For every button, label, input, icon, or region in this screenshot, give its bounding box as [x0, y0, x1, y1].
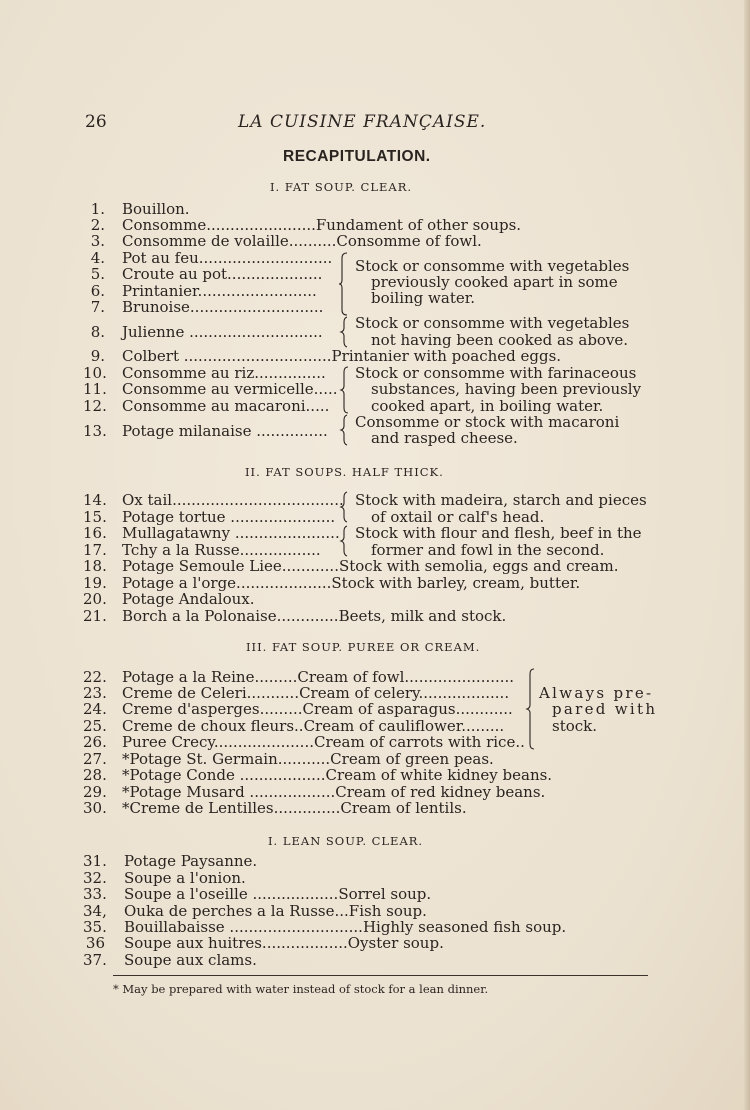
entry-line: Soupe aux clams.	[124, 951, 257, 969]
note-line: Stock with madeira, starch and pieces	[355, 491, 647, 509]
page-number: 26	[85, 112, 107, 132]
entry-line: Tchy a la Russe.................	[122, 541, 321, 559]
entry-number: 15.	[83, 508, 107, 526]
entry-line: *Potage St. Germain...........Cream of green peas.	[122, 750, 494, 768]
section-heading: I. LEAN SOUP. CLEAR.	[268, 834, 424, 848]
brace	[338, 252, 350, 316]
note-line: pared with	[552, 700, 658, 718]
entry-number: 30.	[83, 799, 107, 817]
entry-number: 37.	[83, 951, 107, 969]
entry-line: Soupe a l'oseille ..................Sorrel soup.	[124, 885, 432, 903]
entry-number: 25.	[83, 717, 107, 735]
entry-number: 4.	[90, 249, 105, 267]
note-line: substances, having been previously	[371, 380, 642, 398]
brace	[526, 668, 537, 750]
entry-number: 18.	[83, 557, 107, 575]
note-line: Consomme or stock with macaroni	[355, 413, 620, 431]
entry-line: Puree Crecy.....................Cream of carrots with rice..	[122, 733, 525, 751]
entry-number: 8.	[90, 323, 105, 341]
note-line: former and fowl in the second.	[371, 541, 605, 559]
entry-number: 35.	[83, 918, 107, 936]
entry-number: 32.	[83, 869, 107, 887]
note-line: not having been cooked as above.	[371, 331, 629, 349]
entry-line: Creme de Celeri...........Cream of celery...................	[122, 684, 510, 702]
entry-line: Potage Paysanne.	[124, 852, 258, 870]
entry-number: 20.	[83, 590, 107, 608]
entry-line: Soupe aux huitres..................Oyster soup.	[124, 934, 444, 952]
entry-line: Pot au feu............................	[122, 249, 333, 267]
entry-line: *Potage Conde ..................Cream of white kidney beans.	[122, 766, 553, 784]
entry-number: 27.	[83, 750, 107, 768]
entry-line: Consomme au macaroni.....	[122, 397, 330, 415]
entry-number: 36	[85, 934, 105, 952]
page-title: RECAPITULATION.	[283, 148, 431, 165]
entry-line: *Potage Musard ..................Cream of red kidney beans.	[122, 783, 546, 801]
footnote-rule	[113, 975, 648, 976]
note-line: Stock or consomme with vegetables	[355, 314, 630, 332]
entry-line: Consomme au vermicelle.....	[122, 380, 338, 398]
entry-line: Colbert ...............................Printanier with poached eggs.	[122, 347, 562, 365]
entry-number: 13.	[83, 422, 107, 440]
entry-number: 23.	[83, 684, 107, 702]
entry-line: Consomme de volaille..........Consomme of fowl.	[122, 232, 482, 250]
page-edge	[744, 0, 750, 1110]
entry-number: 3.	[90, 232, 105, 250]
entry-number: 7.	[90, 298, 105, 316]
entry-number: 19.	[83, 574, 107, 592]
entry-number: 2.	[90, 216, 105, 234]
entry-line: Consomme au riz...............	[122, 364, 326, 382]
entry-line: Mullagatawny ......................	[122, 524, 340, 542]
brace	[340, 491, 350, 523]
entry-line: Ox tail....................................	[122, 491, 344, 509]
entry-number: 22.	[83, 668, 107, 686]
running-head: LA CUISINE FRANÇAISE.	[238, 112, 487, 132]
entry-line: Consomme.......................Fundament of other soups.	[122, 216, 522, 234]
entry-number: 26.	[83, 733, 107, 751]
entry-number: 34,	[83, 902, 107, 920]
entry-line: Bouillabaisse ............................Highly seasoned fish soup.	[124, 918, 567, 936]
note-line: stock.	[552, 717, 598, 735]
entry-line: Julienne ............................	[122, 323, 323, 341]
note-line: Stock with flour and flesh, beef in the	[355, 524, 642, 542]
note-line: of oxtail or calf's head.	[371, 508, 545, 526]
entry-line: Borch a la Polonaise.............Beets, milk and stock.	[122, 607, 507, 625]
entry-line: Creme de choux fleurs..Cream of cauliflower.........	[122, 717, 505, 735]
note-line: Stock or consomme with farinaceous	[355, 364, 637, 382]
note-line: cooked apart, in boiling water.	[371, 397, 604, 415]
entry-number: 5.	[90, 265, 105, 283]
entry-line: Potage Semoule Liee............Stock with semolia, eggs and cream.	[122, 557, 619, 575]
entry-number: 28.	[83, 766, 107, 784]
entry-number: 14.	[83, 491, 107, 509]
entry-line: Printanier.........................	[122, 282, 317, 300]
section-heading: II. FAT SOUPS. HALF THICK.	[245, 465, 444, 479]
entry-number: 10.	[83, 364, 107, 382]
entry-number: 6.	[90, 282, 105, 300]
entry-line: Potage tortue ......................	[122, 508, 336, 526]
entry-line: *Creme de Lentilles..............Cream of lentils.	[122, 799, 467, 817]
entry-number: 9.	[90, 347, 105, 365]
entry-number: 16.	[83, 524, 107, 542]
entry-number: 17.	[83, 541, 107, 559]
entry-number: 12.	[83, 397, 107, 415]
entry-line: Soupe a l'onion.	[124, 869, 246, 887]
brace	[340, 366, 351, 414]
entry-line: Potage Andaloux.	[122, 590, 255, 608]
entry-number: 1.	[90, 200, 105, 218]
entry-line: Ouka de perches a la Russe...Fish soup.	[124, 902, 427, 920]
entry-number: 24.	[83, 700, 107, 718]
entry-line: Bouillon.	[122, 200, 190, 218]
note-line: boiling water.	[371, 289, 476, 307]
entry-line: Potage a la Reine.........Cream of fowl.......................	[122, 668, 515, 686]
entry-line: Creme d'asperges.........Cream of asparagus............	[122, 700, 513, 718]
entry-line: Croute au pot....................	[122, 265, 323, 283]
section-heading: I. FAT SOUP. CLEAR.	[270, 180, 413, 194]
entry-number: 11.	[83, 380, 107, 398]
note-line: and rasped cheese.	[371, 429, 518, 447]
note-line: Always pre-	[539, 684, 654, 702]
entry-number: 31.	[83, 852, 107, 870]
note-line: Stock or consomme with vegetables	[355, 257, 630, 275]
entry-line: Potage a l'orge....................Stock with barley, cream, butter.	[122, 574, 581, 592]
entry-number: 33.	[83, 885, 107, 903]
entry-line: Brunoise............................	[122, 298, 324, 316]
entry-line: Potage milanaise ...............	[122, 422, 328, 440]
entry-number: 21.	[83, 607, 107, 625]
brace	[340, 316, 350, 348]
section-heading: III. FAT SOUP. PUREE OR CREAM.	[246, 640, 481, 654]
entry-number: 29.	[83, 783, 107, 801]
footnote: * May be prepared with water instead of stock for a lean dinner.	[113, 982, 489, 996]
note-line: previously cooked apart in some	[371, 273, 618, 291]
brace	[340, 414, 350, 446]
brace	[340, 525, 350, 557]
